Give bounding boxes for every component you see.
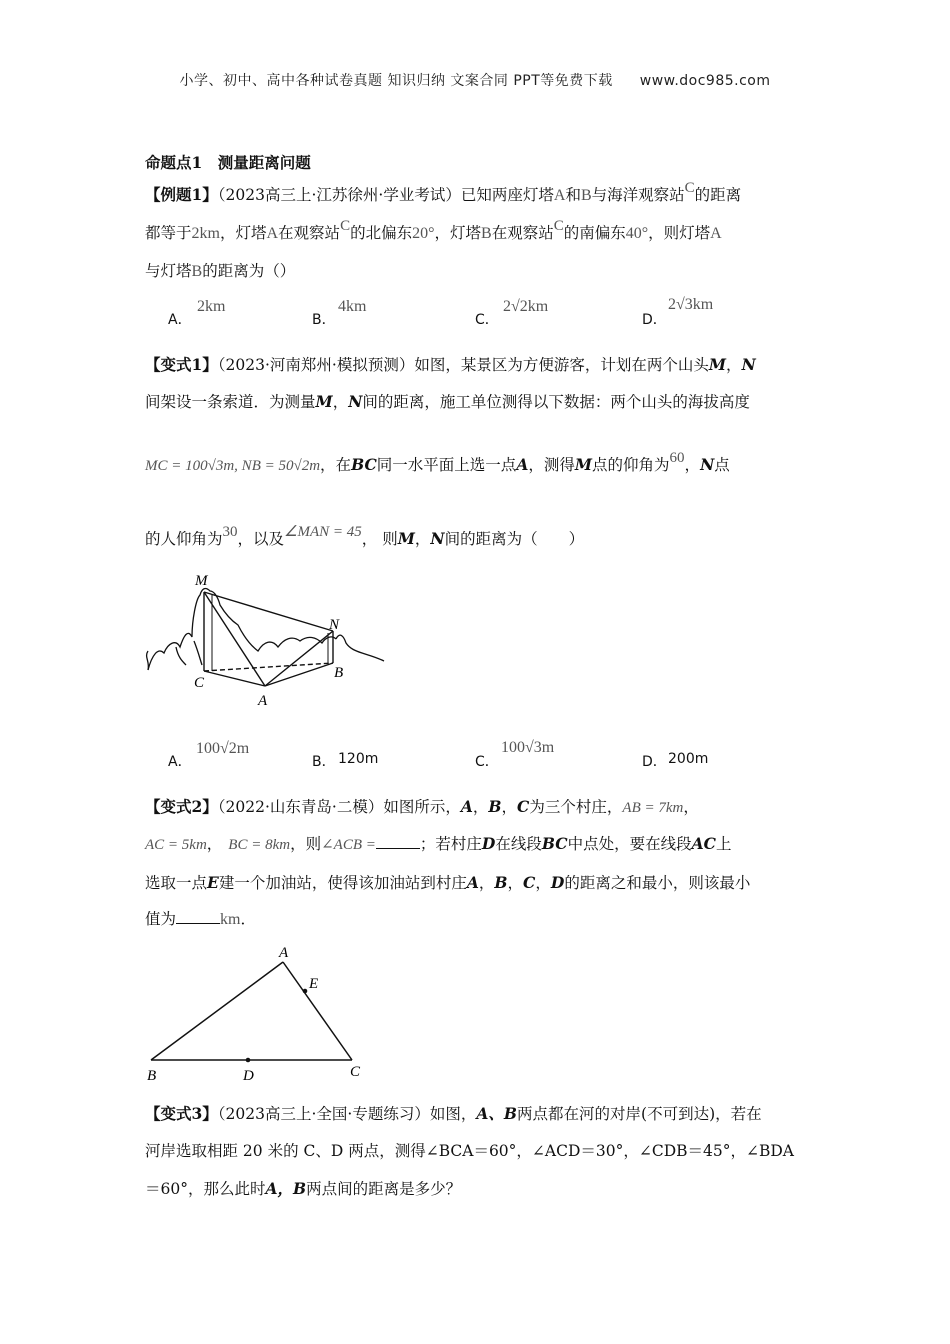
answer-blank-2[interactable] xyxy=(176,909,220,924)
variant3-tag: 【变式3】 xyxy=(145,1104,218,1123)
example1-option-b-label[interactable]: B． xyxy=(312,312,336,328)
variant1-option-c-value: 100√3m xyxy=(501,739,555,756)
page-header xyxy=(0,70,950,90)
variant1-option-b-value: 120m xyxy=(338,751,379,767)
example1-option-b-value: 4km xyxy=(338,298,367,315)
example1-option-d-label[interactable]: D． xyxy=(642,312,667,328)
variant1-label-a: A xyxy=(258,693,268,709)
variant2-figure xyxy=(140,940,380,1085)
variant1-option-a-value: 100√2m xyxy=(196,740,250,757)
example1-tag: 【例题1】 xyxy=(145,185,218,204)
variant2-label-e: E xyxy=(309,976,319,992)
example1-option-c-value: 2√2km xyxy=(503,298,549,315)
header-text: 小学、初中、高中各种试卷真题 知识归纳 文案合同 PPT等免费下载 xyxy=(179,73,613,89)
variant2-label-d: D xyxy=(243,1068,254,1084)
variant2-line4: 值为 km． xyxy=(145,910,256,928)
variant3-line1: 【变式3】（2023高三上·全国·专题练习）如图，A、B两点都在河的对岸(不可到达)，若在 xyxy=(145,1104,762,1123)
example1-line3: 与灯塔B的距离为（） xyxy=(145,262,296,280)
variant2-line3: 选取一点E建一个加油站，使得该加油站到村庄A，B，C，D的距离之和最小，则该最小 xyxy=(145,873,751,892)
variant2-label-b: B xyxy=(147,1068,157,1084)
example1-option-a-value: 2km xyxy=(197,298,226,315)
point-e xyxy=(303,989,308,994)
variant2-label-c: C xyxy=(350,1064,361,1080)
section-title: 命题点1 测量距离问题 xyxy=(145,153,311,172)
variant1-formula: MC = 100√3m, NB = 50√2m xyxy=(145,458,321,474)
variant3-source: （2023高三上·全国·专题练习） xyxy=(217,1105,430,1123)
variant2-source: （2022·山东青岛·二模） xyxy=(217,798,384,816)
variant1-label-m: M xyxy=(195,573,208,589)
example1-source: （2023高三上·江苏徐州·学业考试） xyxy=(217,186,461,204)
variant1-option-c-label[interactable]: C． xyxy=(475,754,499,770)
variant1-label-c: C xyxy=(194,675,205,691)
variant1-line4: 的人仰角为30，以及∠MAN = 45， 则M，N间的距离为（ ） xyxy=(145,524,585,548)
variant1-source: （2023·河南郑州·模拟预测） xyxy=(217,356,415,374)
variant2-line1: 【变式2】（2022·山东青岛·二模）如图所示，A，B，C为三个村庄，AB = 7km， xyxy=(145,797,699,816)
variant1-line1: 【变式1】（2023·河南郑州·模拟预测）如图，某景区为方便游客，计划在两个山头M，N xyxy=(145,355,756,374)
variant1-label-b: B xyxy=(334,665,344,681)
variant1-tag: 【变式1】 xyxy=(145,355,218,374)
variant1-line3: MC = 100√3m, NB = 50√2m，在BC同一水平面上选一点A，测得M点的仰角为60，N点 xyxy=(145,450,730,474)
example1-line1: 【例题1】（2023高三上·江苏徐州·学业考试）已知两座灯塔A和B与海洋观察站C的距离 xyxy=(145,180,742,204)
example1-option-a-label[interactable]: A． xyxy=(168,312,192,328)
example1-option-d-value: 2√3km xyxy=(668,296,714,313)
variant1-option-b-label[interactable]: B． xyxy=(312,754,336,770)
variant1-line2: 间架设一条索道．为测量M，N间的距离，施工单位测得以下数据：两个山头的海拔高度 xyxy=(145,392,750,411)
variant1-option-d-value: 200m xyxy=(668,751,709,767)
example1-line2: 都等于2km，灯塔A在观察站C的北偏东20°，灯塔B在观察站C的南偏东40°，则灯塔A xyxy=(145,218,722,242)
answer-blank-1[interactable] xyxy=(376,834,420,849)
variant1-option-d-label[interactable]: D． xyxy=(642,754,667,770)
example1-option-c-label[interactable]: C． xyxy=(475,312,499,328)
variant2-label-a: A xyxy=(279,945,289,961)
variant2-tag: 【变式2】 xyxy=(145,797,218,816)
variant2-line2: AC = 5km， BC = 8km，则∠ACB = ；若村庄D在线段BC中点处，要在线段AC上 xyxy=(145,834,732,853)
point-d xyxy=(246,1058,251,1063)
variant1-label-n: N xyxy=(329,617,340,633)
variant1-figure xyxy=(140,565,390,710)
variant1-option-a-label[interactable]: A． xyxy=(168,754,192,770)
variant3-line3: ＝60°，那么此时A，B两点间的距离是多少？ xyxy=(145,1179,462,1198)
header-site: www.doc985.com xyxy=(639,73,771,89)
variant3-line2: 河岸选取相距 20 米的 C、D 两点，测得∠BCA＝60°，∠ACD＝30°，∠CDB＝45°，∠BDA xyxy=(145,1142,794,1160)
